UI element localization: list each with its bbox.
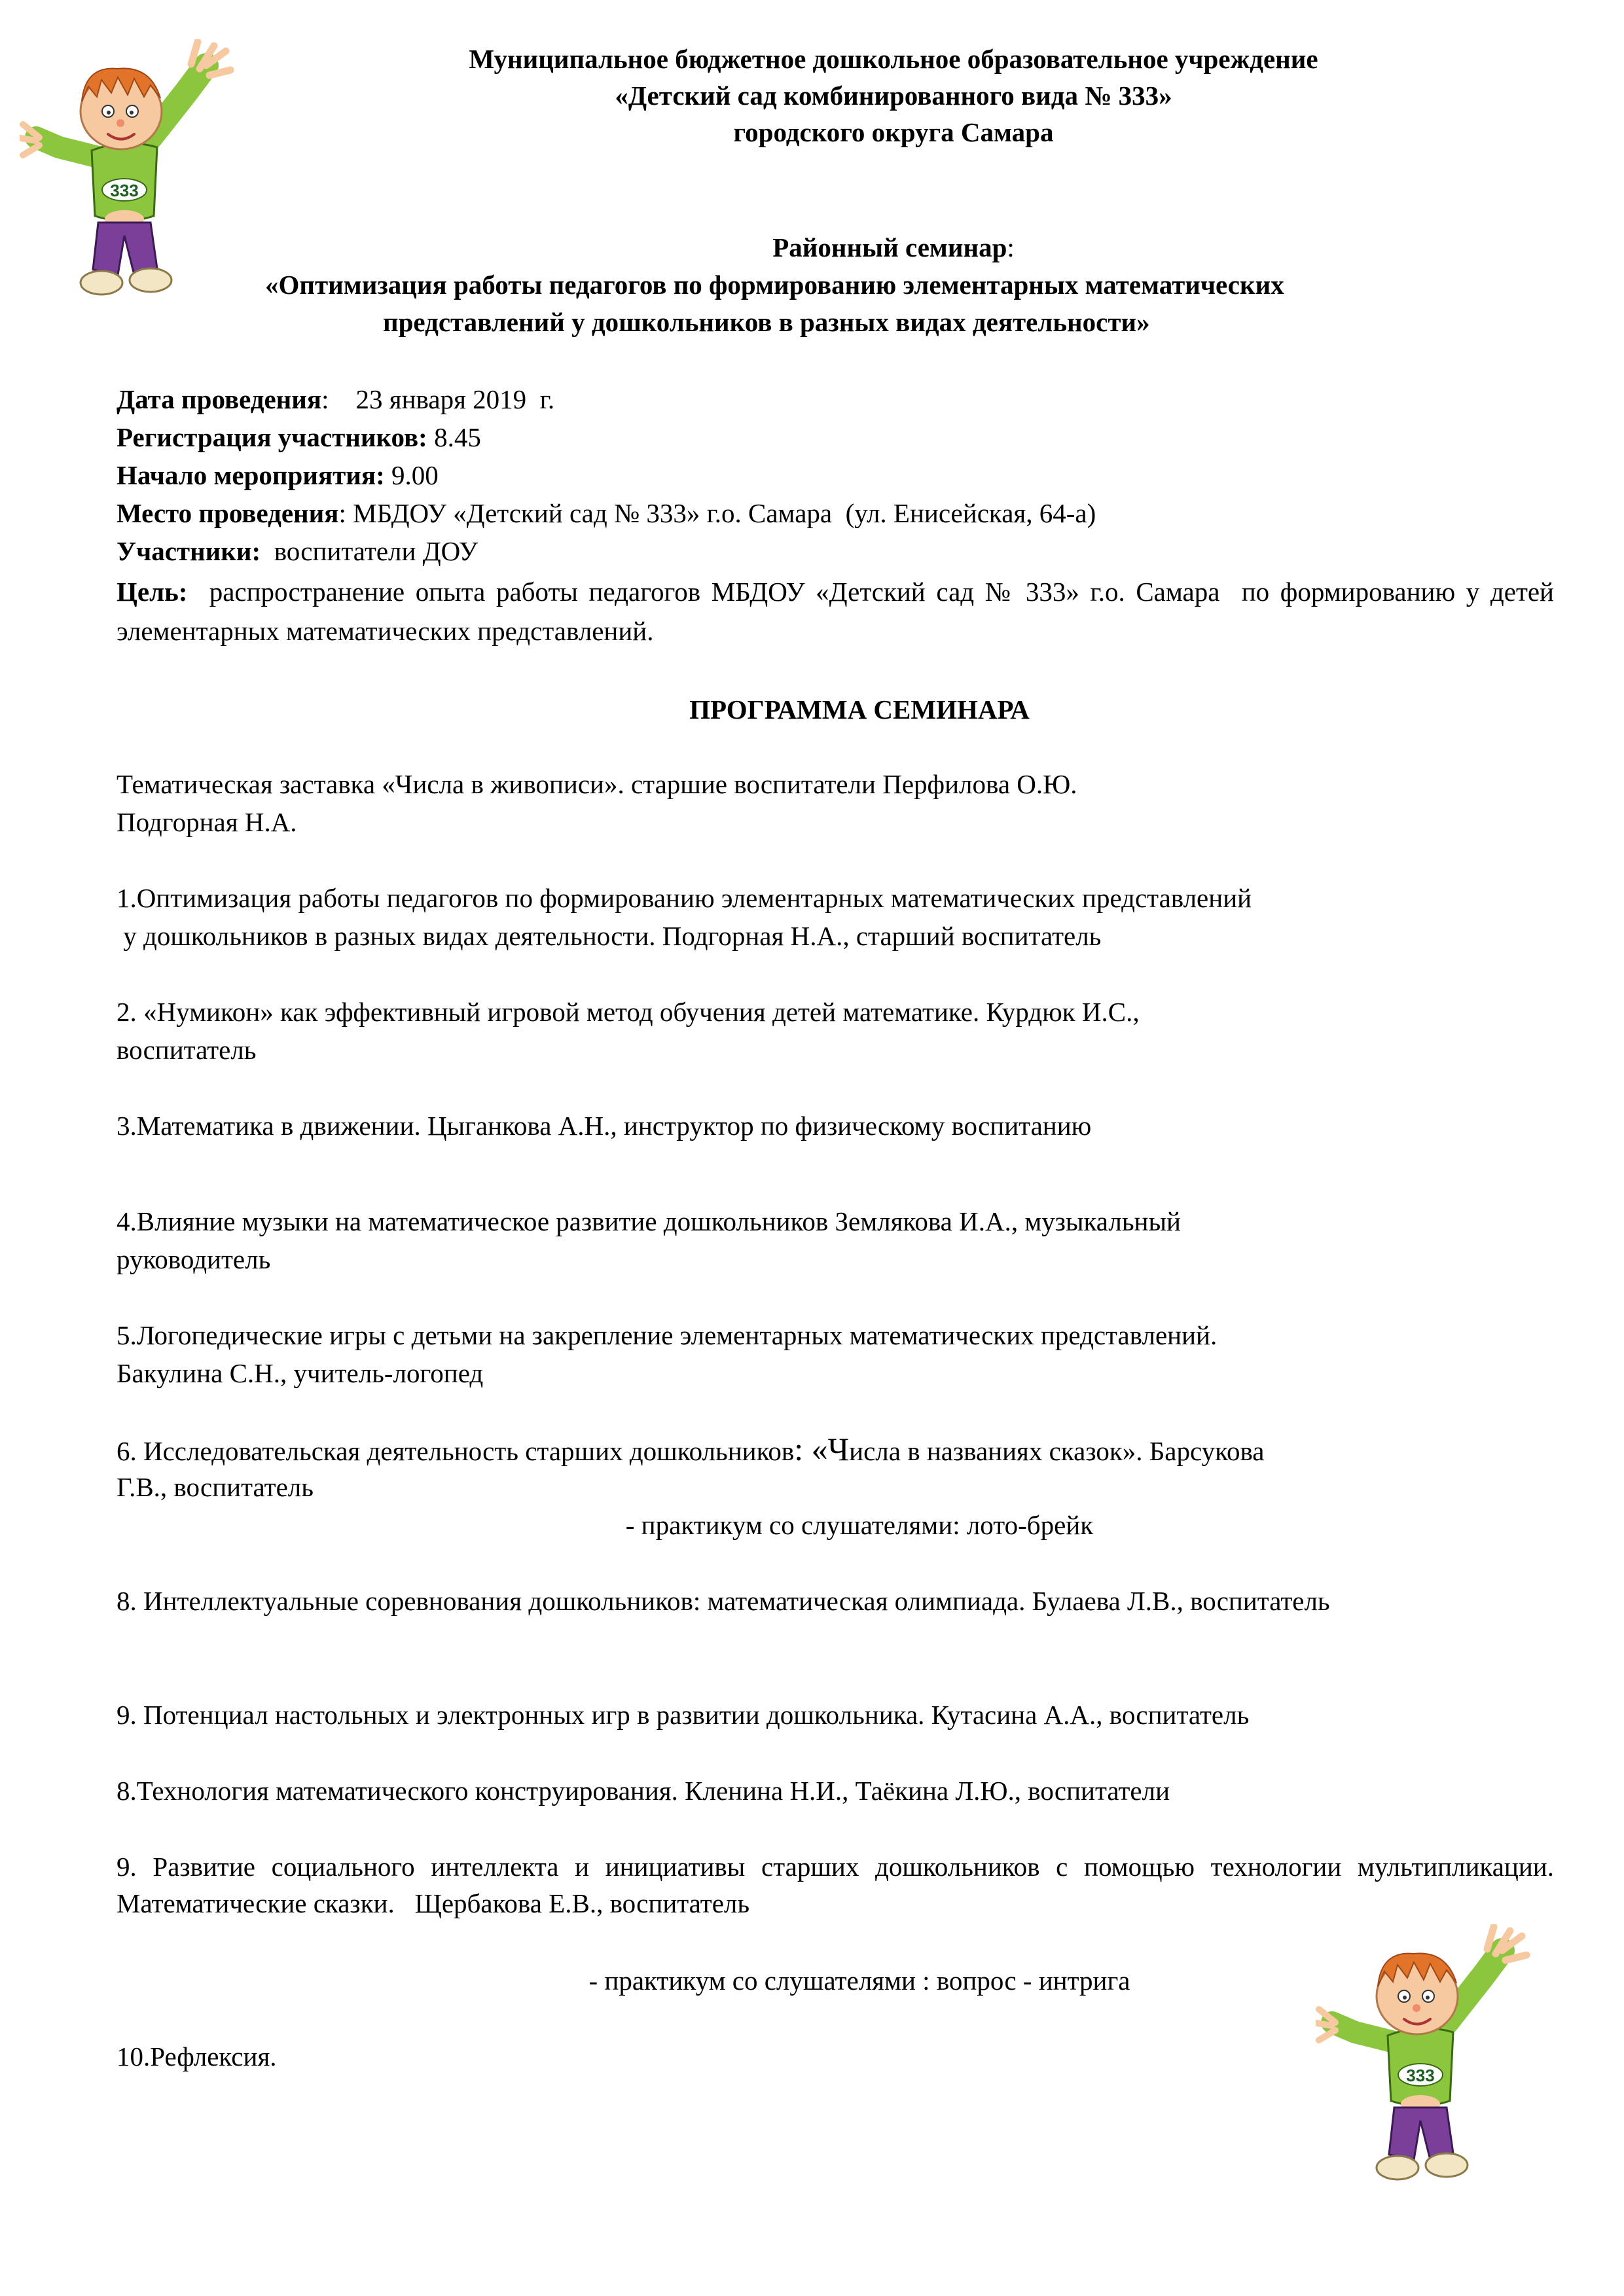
info-participants-value: воспитатели ДОУ xyxy=(261,536,478,566)
program-item-5-line-1: 5.Логопедические игры с детьми на закрепление элементарных математических представлений. xyxy=(117,1320,1218,1350)
program-intro-line-1: Тематическая заставка «Числа в живописи». старшие воспитатели Перфилова О.Ю. xyxy=(117,769,1077,799)
seminar-title-line-1: «Оптимизация работы педагогов по формированию элементарных математических xyxy=(265,270,1284,300)
program-practice-1: - практикум со слушателями: лото-брейк xyxy=(625,1510,1094,1540)
program-item-6-line-1 xyxy=(117,1431,1265,1469)
info-goal-label: Цель: xyxy=(117,577,188,607)
info-goal xyxy=(117,572,1561,651)
info-participants xyxy=(117,533,478,569)
program-item-6-line-2: Г.В., воспитатель xyxy=(117,1472,314,1502)
program-item-6-text-b: : «Ч xyxy=(794,1431,850,1467)
program-item-4-line-1: 4.Влияние музыки на математическое развитие дошкольников Землякова И.А., музыкальный xyxy=(117,1206,1181,1236)
program-item-1-line-2: у дошкольников в разных видах деятельности. Подгорная Н.А., старший воспитатель xyxy=(117,921,1102,951)
program-item-9: 9. Потенциал настольных и электронных игр в развитии дошкольника. Кутасина А.А., воспитатель xyxy=(117,1700,1250,1730)
program-item-4-line-2: руководитель xyxy=(117,1244,271,1274)
program-item-10: 10.Рефлексия. xyxy=(117,2041,277,2072)
program-item-5-line-2: Бакулина С.Н., учитель-логопед xyxy=(117,1358,484,1388)
program-heading: ПРОГРАММА СЕМИНАРА xyxy=(689,694,1030,725)
header-line-3: городского округа Самара xyxy=(733,117,1054,147)
program-item-2-line-1: 2. «Нумикон» как эффективный игровой метод обучения детей математике. Курдюк И.С., xyxy=(117,997,1140,1027)
info-participants-label: Участники: xyxy=(117,536,261,566)
info-date xyxy=(117,381,554,418)
mascot-boy-top xyxy=(20,39,242,314)
program-item-8: 8. Интеллектуальные соревнования дошкольников: математическая олимпиада. Булаева Л.В., воспитатель xyxy=(117,1586,1330,1616)
info-registration xyxy=(117,419,481,456)
info-place-value: : МБДОУ «Детский сад № 333» г.о. Самара (ул. Енисейская, 64-а) xyxy=(338,498,1096,528)
program-item-6-text-c: исла в названиях сказок». Барсукова xyxy=(849,1436,1265,1466)
program-item-3: 3.Математика в движении. Цыганкова А.Н., инструктор по физическому воспитанию xyxy=(117,1111,1092,1141)
info-start-value: 9.00 xyxy=(384,460,439,490)
mascot-shirt-number-bottom: 333 xyxy=(1406,2066,1435,2085)
seminar-title-line-2: представлений у дошкольников в разных видах деятельности» xyxy=(383,307,1150,337)
mascot-shirt-number: 333 xyxy=(110,181,139,200)
program-intro-line-2: Подгорная Н.А. xyxy=(117,807,297,837)
program-item-8b: 8.Технология математического конструирования. Кленина Н.И., Таёкина Л.Ю., воспитатели xyxy=(117,1776,1170,1806)
header-line-2: «Детский сад комбинированного вида № 333» xyxy=(615,81,1172,111)
program-item-9b: 9. Развитие социального интеллекта и инициативы старших дошкольников с помощью технологии мультипликации. Математические сказки. Щербакова Е.В., воспитатель xyxy=(117,1852,1561,1918)
info-start-label: Начало мероприятия: xyxy=(117,460,385,490)
info-start xyxy=(117,457,439,493)
header-line-1: Муниципальное бюджетное дошкольное образовательное учреждение xyxy=(469,44,1318,74)
program-item-6-text-a: 6. Исследовательская деятельность старших дошкольников xyxy=(117,1436,795,1466)
seminar-kind-bold: Районный семинар xyxy=(772,232,1007,262)
seminar-kind xyxy=(262,229,1525,266)
info-registration-value: 8.45 xyxy=(427,422,481,452)
info-goal-value: распространение опыта работы педагогов МБДОУ «Детский сад № 333» г.о. Самара по формированию у детей элементарных математических представлений. xyxy=(117,577,1561,646)
seminar-kind-colon: : xyxy=(1007,232,1015,262)
info-place-label: Место проведения xyxy=(117,498,339,528)
program-practice-2: - практикум со слушателями : вопрос - интрига xyxy=(588,1965,1130,1996)
info-date-value: : 23 января 2019 г. xyxy=(321,384,555,414)
mascot-boy-bottom xyxy=(1316,1924,1538,2199)
info-date-label: Дата проведения xyxy=(117,384,322,414)
program-item-1-line-1: 1.Оптимизация работы педагогов по формированию элементарных математических представлений xyxy=(117,883,1252,913)
info-registration-label: Регистрация участников: xyxy=(117,422,427,452)
info-place xyxy=(117,495,1096,531)
program-item-2-line-2: воспитатель xyxy=(117,1035,257,1065)
